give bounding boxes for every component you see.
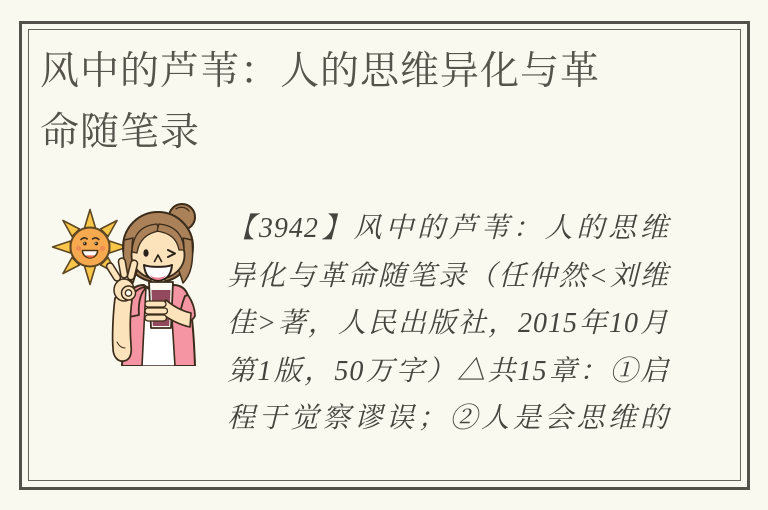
summary-line: 程于觉察谬误；②人是会思维的 bbox=[227, 403, 669, 434]
ok-hand bbox=[105, 258, 138, 301]
summary-line: 佳>著，人民出版社，2015年10月 bbox=[227, 308, 669, 339]
sun-and-woman-illustration bbox=[44, 190, 220, 366]
summary-line: 异化与革命随笔录（任仲然<刘维 bbox=[227, 260, 669, 292]
book-summary bbox=[227, 205, 669, 443]
page-title: 风中的芦苇：人的思维异化与革命随笔录 bbox=[40, 50, 601, 154]
summary-line: 【3942】风中的芦苇：人的思维 bbox=[227, 213, 669, 244]
summary-line: 第1版，50万字）△共15章：①启 bbox=[227, 355, 669, 387]
woman-figure bbox=[105, 204, 195, 366]
